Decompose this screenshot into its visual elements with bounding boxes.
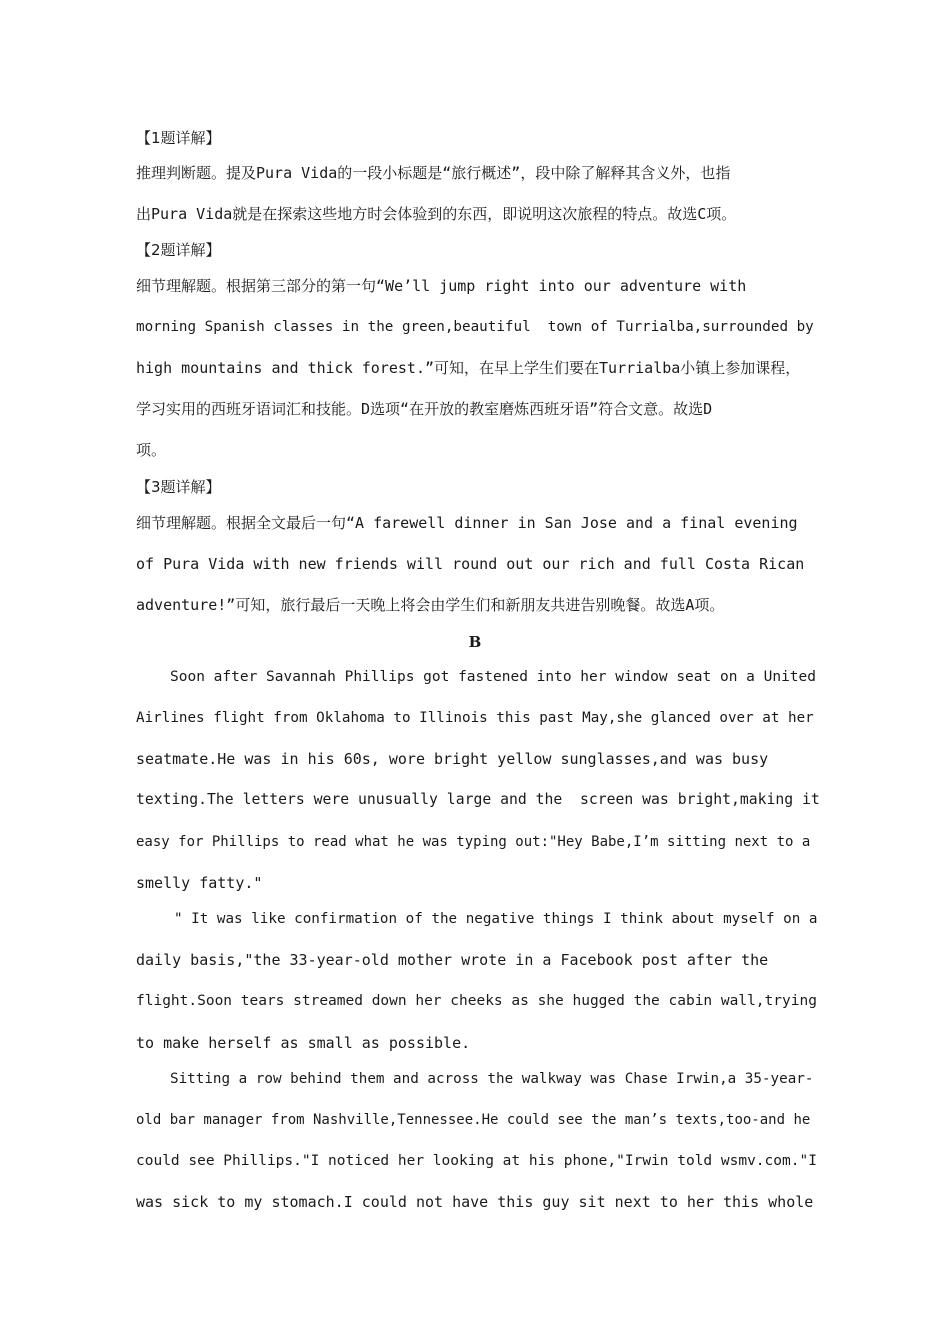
q1-heading: 【1题详解】 (136, 129, 221, 147)
passage-line: seatmate.He was in his 60s, wore bright yellow sunglasses,and was busy (136, 750, 769, 768)
passage-line: to make herself as small as possible. (136, 1034, 471, 1052)
q2-explanation-line: high mountains and thick forest.”可知，在早上学生们要在Turrialba小镇上参加课程， (136, 359, 801, 377)
passage-line: " It was like confirmation of the negative things I think about myself on a (174, 911, 818, 927)
q3-explanation-line: adventure!”可知，旅行最后一天晚上将会由学生们和新朋友共进告别晚餐。故选A项。 (136, 596, 725, 614)
q3-heading: 【3题详解】 (136, 478, 221, 496)
passage-line: Sitting a row behind them and across the walkway was Chase Irwin,a 35-year- (170, 1071, 814, 1087)
q2-explanation-line: 细节理解题。根据第三部分的第一句“We’ll jump right into our adventure with (136, 277, 747, 295)
passage-letter: B (468, 633, 482, 651)
q2-explanation-line: 学习实用的西班牙语词汇和技能。D选项“在开放的教室磨炼西班牙语”符合文意。故选D (136, 400, 713, 418)
q2-explanation-line: 项。 (136, 441, 167, 459)
passage-line: daily basis,"the 33-year-old mother wrote in a Facebook post after the (136, 951, 769, 969)
q2-heading: 【2题详解】 (136, 241, 221, 259)
passage-line: smelly fatty." (136, 874, 263, 892)
passage-line: texting.The letters were unusually large and the screen was bright,making it (136, 791, 820, 808)
q3-explanation-line: of Pura Vida with new friends will round out our rich and full Costa Rican (136, 555, 805, 573)
q1-explanation-line: 推理判断题。提及Pura Vida的一段小标题是“旅行概述”，段中除了解释其含义外，也指 (136, 164, 731, 182)
passage-line: Soon after Savannah Phillips got fastened into her window seat on a United (170, 669, 817, 685)
passage-line: old bar manager from Nashville,Tennessee.He could see the man’s texts,too-and he (136, 1112, 811, 1128)
q2-explanation-line: morning Spanish classes in the green,beautiful town of Turrialba,surrounded by (136, 319, 814, 335)
passage-line: could see Phillips."I noticed her looking at his phone,"Irwin told wsmv.com."I (136, 1153, 817, 1169)
q3-explanation-line: 细节理解题。根据全文最后一句“A farewell dinner in San Jose and a final evening (136, 514, 798, 532)
passage-line: flight.Soon tears streamed down her cheeks as she hugged the cabin wall,trying (136, 993, 817, 1009)
passage-line: easy for Phillips to read what he was typing out:"Hey Babe,I’m sitting next to a (136, 834, 811, 850)
passage-line: was sick to my stomach.I could not have this guy sit next to her this whole (136, 1193, 814, 1211)
passage-line: Airlines flight from Oklahoma to Illinois this past May,she glanced over at her (136, 710, 814, 726)
q1-explanation-line: 出Pura Vida就是在探索这些地方时会体验到的东西，即说明这次旅程的特点。故选C项。 (136, 205, 737, 223)
